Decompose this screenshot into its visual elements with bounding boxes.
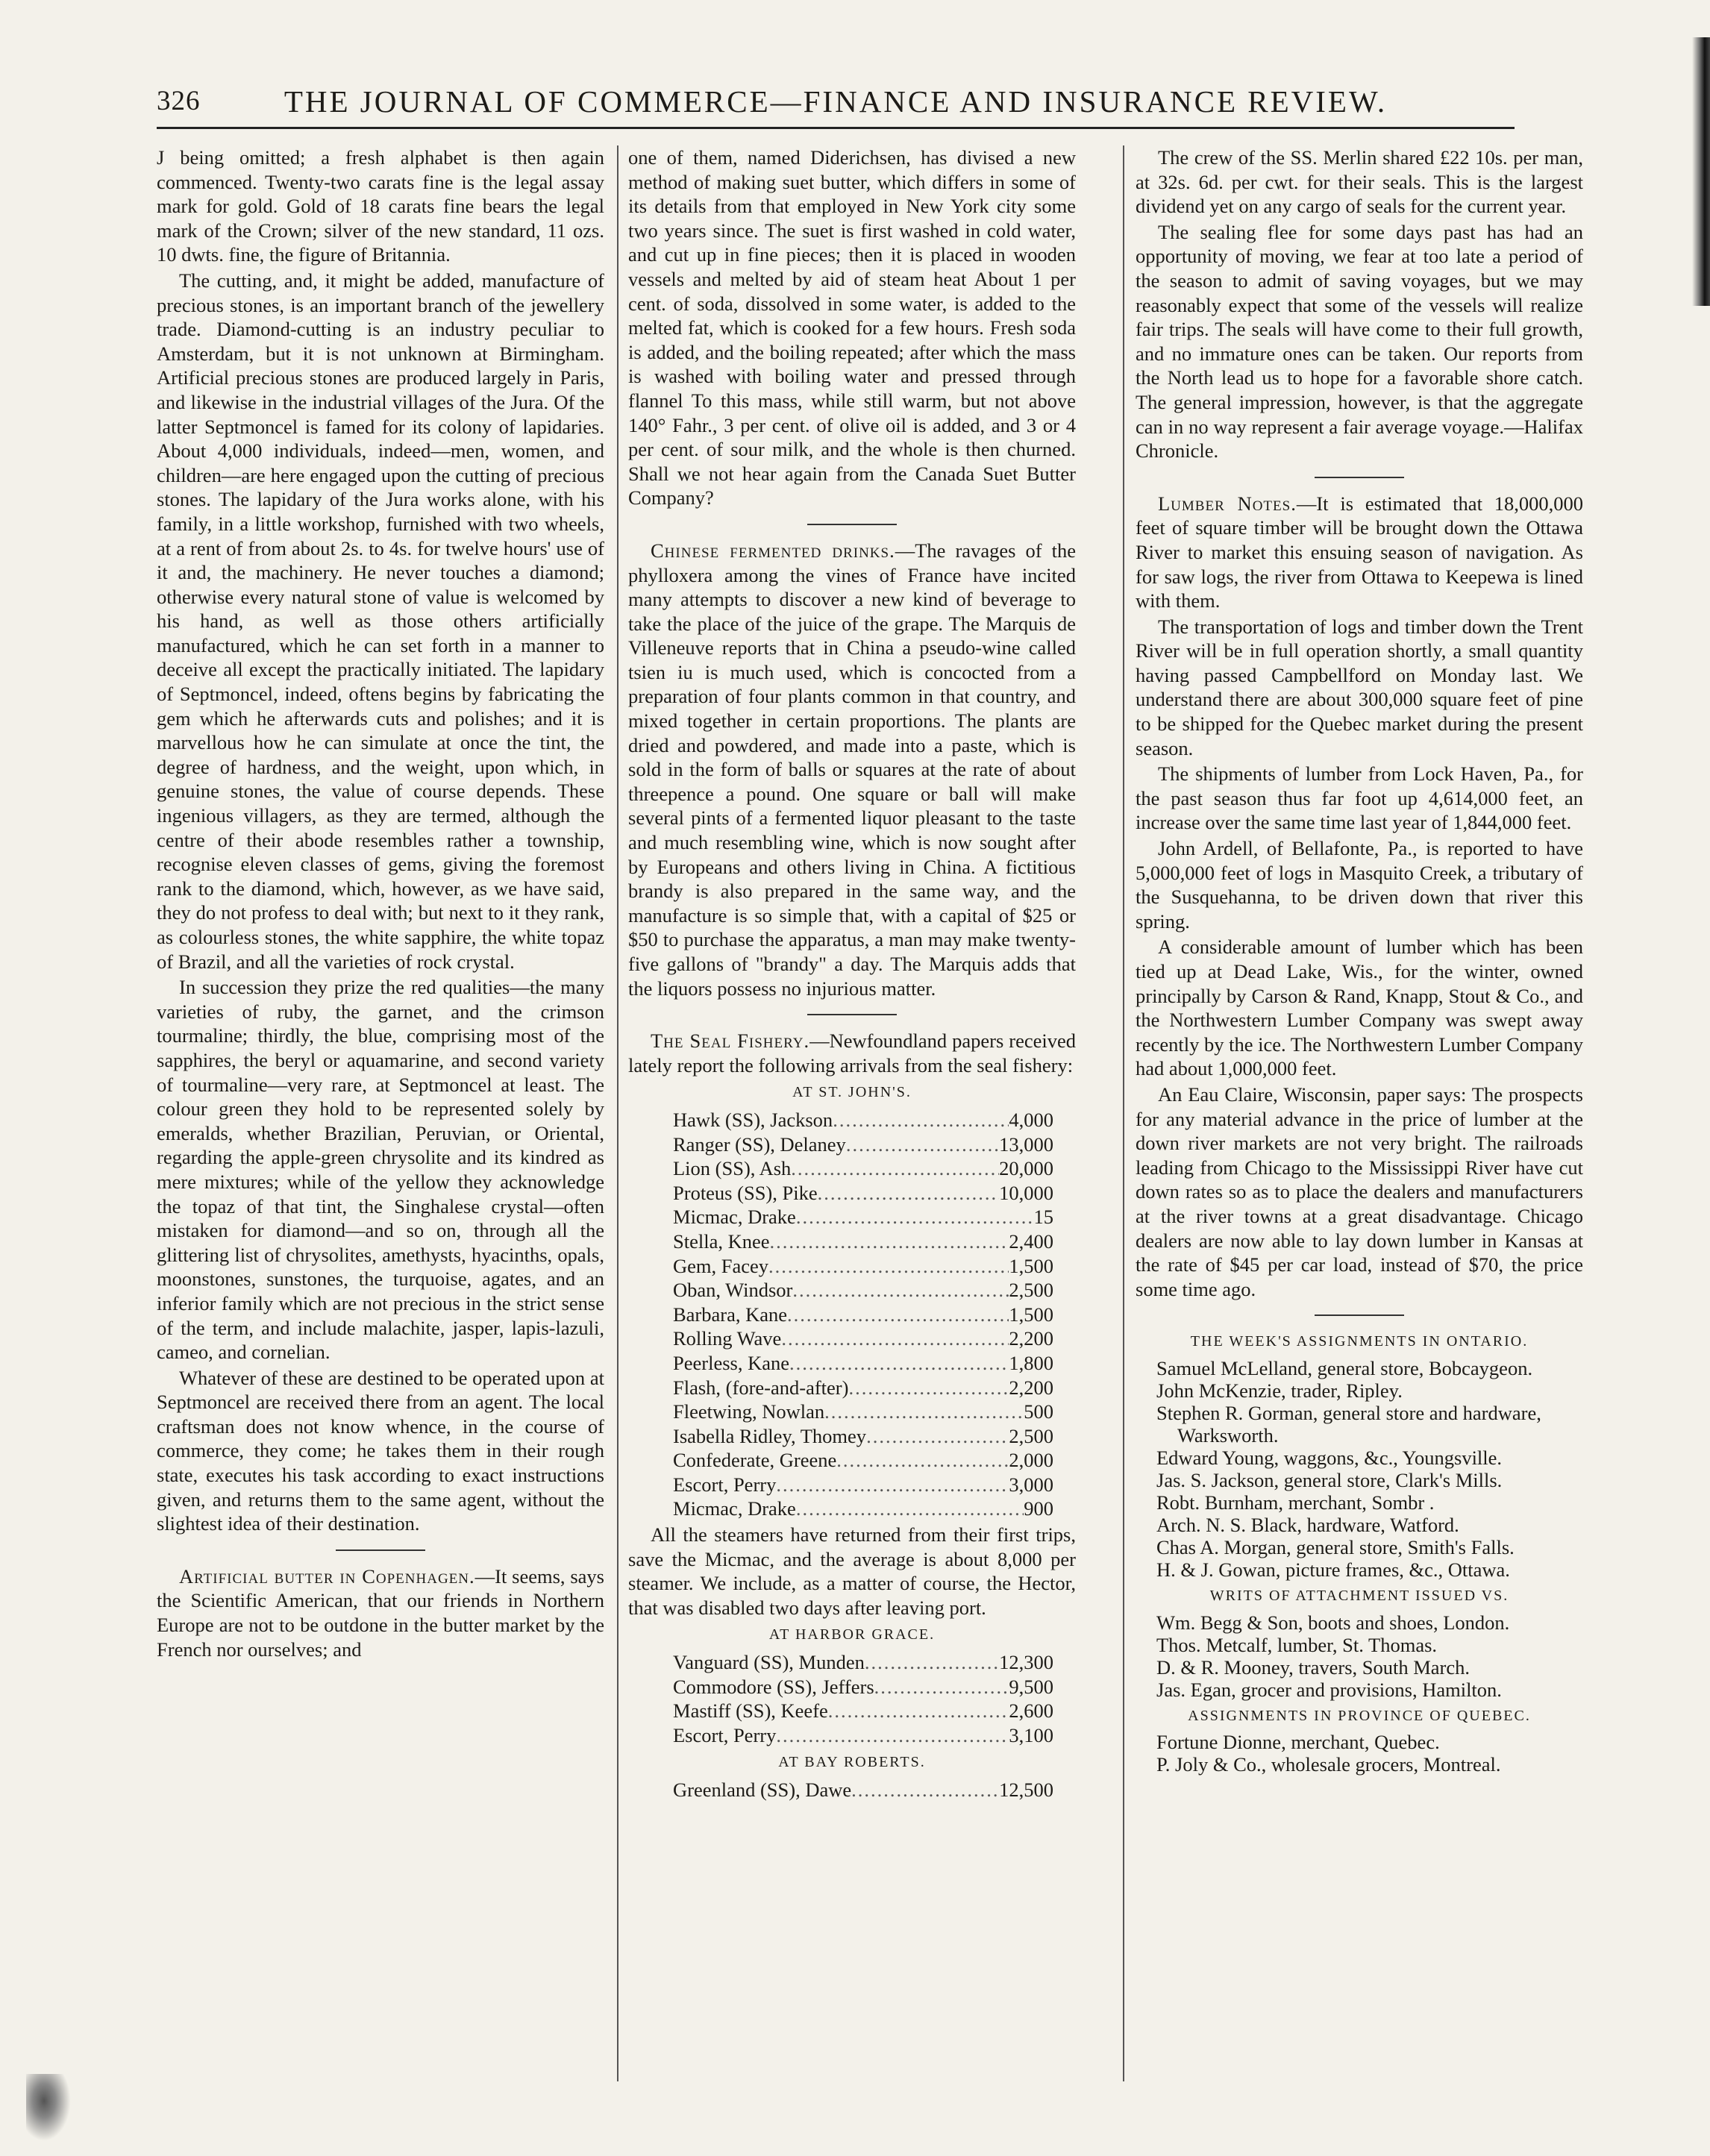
leader-dots	[824, 1400, 1024, 1424]
quebec-heading: ASSIGNMENTS IN PROVINCE OF QUEBEC.	[1188, 1707, 1531, 1724]
vessel-name: Confederate, Greene	[673, 1449, 837, 1472]
vessel-name: Greenland (SS), Dawe	[673, 1779, 852, 1801]
vessel-name: Stella, Knee	[673, 1229, 770, 1253]
vessel-name: Isabella Ridley, Thomey	[673, 1424, 867, 1447]
leader-dots	[865, 1650, 999, 1675]
leader-dots	[787, 1303, 1009, 1327]
agent-paragraph: Whatever of these are destined to be operated upon at Septmoncel are received there from an agent. The local craftsman does not know whence, in the course of commerce, they come; he takes them in their rough state, executes his task according to exact instructions given, and returns them to the same agent, without the slightest idea of their destination.	[157, 1366, 604, 1535]
leader-dots	[796, 1205, 1034, 1229]
gem-qualities-paragraph: In succession they prize the red qualities—the many varieties of ruby, the garnet, and the crimson tourmaline; thirdly, the blue, comprising most of the sapphires, the beryl or aquamarine, and second variety of tourmaline—very rare, at Septmoncel at least. The colour green they hold to be represented solely by emeralds, whether Brazilian, Peruvian, or Oriental, regarding the apple-green chrysolite and its kindred as mere mixtures; while of the yellow they acknowledge the topaz of that tint, the Singhalese crystal—often mistaken for diamond—and so on, through all the glittering list of chrysolites, amethysts, hyacinths, opals, moonstones, sunstones, the turquoise, agates, and an inferior family which are not precious in the strict sense of the term, and include malachite, jasper, lapis-lazuli, cameo, and cornelian.	[157, 976, 604, 1364]
vessel-name: Vanguard (SS), Munden	[673, 1651, 865, 1674]
arrival-row	[673, 1156, 1053, 1181]
leader-dots	[833, 1108, 1009, 1132]
writ-entry: Wm. Begg & Son, boots and shoes, London.	[1156, 1611, 1510, 1634]
quebec-assignment-entry: Fortune Dionne, merchant, Quebec.	[1156, 1731, 1440, 1754]
arrival-row	[673, 1351, 1053, 1376]
vessel-name: Gem, Facey	[673, 1254, 769, 1277]
leader-dots	[846, 1132, 999, 1157]
lumber-paragraph: The shipments of lumber from Lock Haven, Pa., for the past season thus far foot up 4,614,000 feet, an increase over the same time last year of 1,844,000 feet.	[1136, 762, 1583, 834]
assay-paragraph: J being omitted; a fresh alphabet is then again commenced. Twenty-two carats fine is the legal assay mark for gold. Gold of 18 carats fine bears the legal mark of the Crown; silver of the new standard, 11 ozs. 10 dwts. fine, the figure of Britannia.	[157, 146, 604, 266]
vessel-name: Rolling Wave	[673, 1327, 782, 1350]
chinese-heading: Chinese fermented drinks.	[651, 539, 895, 562]
assignment-entry: Stephen R. Gorman, general store and hardware, Warksworth.	[1156, 1401, 1541, 1447]
st-johns-arrivals	[628, 1108, 1076, 1521]
quebec-assignment-entry: P. Joly & Co., wholesale grocers, Montreal.	[1156, 1753, 1501, 1776]
seal-count: 1,500	[1009, 1303, 1053, 1326]
arrival-row	[673, 1254, 1053, 1279]
seal-heading: The Seal Fishery.	[651, 1030, 810, 1053]
st-johns-label: AT ST. JOHN'S.	[792, 1084, 912, 1101]
writs-list	[1136, 1611, 1583, 1701]
seal-count: 1,800	[1009, 1351, 1053, 1374]
leader-dots	[866, 1424, 1009, 1449]
vessel-name: Ranger (SS), Delaney	[673, 1132, 846, 1156]
butter-continued: one of them, named Diderichsen, has divised a new method of making suet butter, which differs in some of its details from that employed in New York city some two years since. The suet is first washed in cold water, and cut up in fine pieces; then it is placed in wooden vessels and melted by aid of steam heat About 1 per cent. of soda, dissolved in some water, is added to the melted fat, which is cooked for a few hours. Fresh soda is added, and the boiling repeated; after which the mass is washed with boiling water and pressed through flannel To this mass, while still warm, but not above 140° Fahr., 3 per cent. of olive oil is added, and 3 or 4 per cent. of sour milk, and the whole is then churned. Shall we not hear again from the Canada Suet Butter Company?	[628, 146, 1076, 510]
writ-entry: Jas. Egan, grocer and provisions, Hamilton.	[1156, 1678, 1502, 1701]
writ-entry: D. & R. Mooney, travers, South March.	[1156, 1655, 1471, 1679]
arrival-row	[673, 1376, 1053, 1400]
lumber-paragraph: John Ardell, of Bellafonte, Pa., is reported to have 5,000,000 feet of logs in Masquito Creek, a tributary of the Susquehanna, to be driven down that river this spring.	[1136, 837, 1583, 933]
writs-heading: WRITS OF ATTACHMENT ISSUED VS.	[1209, 1587, 1509, 1604]
arrival-row	[673, 1205, 1053, 1229]
arrival-row	[673, 1108, 1053, 1132]
leader-dots	[836, 1448, 1009, 1473]
seal-count: 2,200	[1009, 1327, 1053, 1350]
page-header	[157, 84, 1515, 129]
arrival-row	[673, 1723, 1053, 1748]
arrival-row	[673, 1400, 1053, 1424]
harbor-grace-arrivals	[628, 1650, 1076, 1747]
seal-count: 2,400	[1009, 1229, 1053, 1253]
seal-count: 3,100	[1009, 1723, 1053, 1746]
assignments-heading: THE WEEK'S ASSIGNMENTS IN ONTARIO.	[1190, 1333, 1529, 1350]
seal-count: 500	[1024, 1400, 1053, 1423]
leader-dots	[851, 1778, 999, 1802]
arrival-row	[673, 1326, 1053, 1351]
vessel-name: Proteus (SS), Pike	[673, 1181, 818, 1204]
vessel-name: Hawk (SS), Jackson	[673, 1108, 833, 1131]
leader-dots	[789, 1351, 1009, 1376]
leader-dots	[828, 1699, 1009, 1723]
seal-count: 3,000	[1009, 1473, 1053, 1496]
leader-dots	[768, 1254, 1009, 1279]
column-rule-2	[1123, 145, 1124, 2081]
assignment-entry: Edward Young, waggons, &c., Youngsville.	[1156, 1446, 1503, 1469]
arrival-row	[673, 1424, 1053, 1449]
seal-count: 12,500	[999, 1779, 1053, 1801]
lumber-heading: Lumber Notes.	[1158, 492, 1297, 515]
seal-article	[628, 1029, 1076, 1077]
section-divider	[336, 1549, 425, 1551]
vessel-name: Micmac, Drake	[673, 1497, 796, 1520]
seal-count: 2,200	[1009, 1376, 1053, 1399]
vessel-name: Lion (SS), Ash	[673, 1157, 792, 1180]
assignment-entry: Robt. Burnham, merchant, Sombr .	[1156, 1491, 1435, 1514]
column-2	[628, 145, 1076, 1804]
journal-title: THE JOURNAL OF COMMERCE—FINANCE AND INSURANCE REVIEW.	[284, 84, 1388, 119]
scan-smudge	[26, 2074, 71, 2141]
vessel-name: Peerless, Kane	[673, 1351, 789, 1374]
arrival-row	[673, 1448, 1053, 1473]
column-rule-1	[617, 145, 618, 2081]
assignment-entry: Arch. N. S. Black, hardware, Watford.	[1156, 1513, 1459, 1536]
vessel-name: Flash, (fore-and-after)	[673, 1376, 849, 1399]
arrival-row	[673, 1303, 1053, 1327]
leader-dots	[796, 1497, 1024, 1521]
vessel-name: Barbara, Kane	[673, 1303, 788, 1326]
leader-dots	[791, 1156, 999, 1181]
seal-count: 2,500	[1009, 1424, 1053, 1447]
seal-count: 9,500	[1009, 1675, 1053, 1698]
writ-entry: Thos. Metcalf, lumber, St. Thomas.	[1156, 1633, 1438, 1656]
seal-count: 4,000	[1009, 1108, 1053, 1131]
assignment-entry: Samuel McLelland, general store, Bobcaygeon.	[1156, 1356, 1533, 1379]
arrival-row	[673, 1650, 1053, 1675]
leader-dots	[792, 1278, 1009, 1303]
arrival-row	[673, 1278, 1053, 1303]
lumber-paragraph: An Eau Claire, Wisconsin, paper says: The prospects for any material advance in the price of lumber at the down river markets are not very bright. The railroads leading from Chicago to the Mississippi River have cut down rates so as to place the dealers and manufacturers at the river towns at a great disadvantage. Chicago dealers are now able to lay down lumber in Kansas at the rate of $45 per car load, instead of $70, the price some time ago.	[1136, 1082, 1583, 1300]
arrival-row	[673, 1473, 1053, 1497]
chinese-body: —The ravages of the phylloxera among the vines of France have incited many attempts to discover a new kind of beverage to take the place of the juice of the grape. The Marquis de Villeneuve reports that in China a pseudo-wine called tsien iu is much used, which is concocted from a preparation of four plants common in that country, and mixed together in certain proportions. The plants are dried and powdered, and made into a paste, which is sold in the form of balls or squares at the rate of about threepence a pound. One square or ball will make several pints of a fermented liquor pleasant to the taste and much resembling wine, which is now sought after by Europeans and others living in China. A fictitious brandy is also prepared in the same way, and the manufacture is so simple that, with a capital of $25 or $50 to purchase the apparatus, a man may make twenty-five gallons of "brandy" a day. The Marquis adds that the liquors possess no injurious matter.	[628, 539, 1076, 1000]
column-3	[1136, 145, 1583, 1779]
seal-count: 12,300	[999, 1651, 1053, 1674]
column-1	[157, 145, 604, 1663]
vessel-name: Fleetwing, Nowlan	[673, 1400, 825, 1423]
seal-count: 900	[1024, 1497, 1053, 1520]
lumber-paragraph: The transportation of logs and timber down the Trent River will be in full operation shortly, a small quantity having passed Campbellford on Monday last. We understand there are about 300,000 square feet of pine to be shipped for the Quebec market during the present season.	[1136, 615, 1583, 759]
lumber-intro: —It is estimated that 18,000,000 feet of square timber will be brought down the Ottawa River to market this ensuing season of navigation. As for saw logs, the river from Ottawa to Keepewa is lined with them.	[1136, 492, 1583, 612]
butter-intro: —It seems, says the Scientific American, that our friends in Northern Europe are not to be outdone in the butter market by the French nor ourselves; and	[157, 1564, 604, 1661]
leader-dots	[770, 1229, 1009, 1254]
seal-count: 2,000	[1009, 1449, 1053, 1472]
seal-count: 10,000	[999, 1181, 1053, 1204]
assignment-entry: Jas. S. Jackson, general store, Clark's Mills.	[1156, 1468, 1503, 1491]
scan-edge-mark	[1692, 37, 1710, 306]
stone-cutting-paragraph: The cutting, and, it might be added, manufacture of precious stones, is an important branch of the jewellery trade. Diamond-cutting is an industry peculiar to Amsterdam, but it is not unknown at Birmingham. Artificial precious stones are produced largely in Paris, and likewise in the industrial villages of the Jura. Of the latter Septmoncel is famed for its colony of lapidaries. About 4,000 individuals, indeed—men, women, and children—are here engaged upon the cutting of precious stones. The lapidary of the Jura works alone, with his family, in a little workshop, furnished with two wheels, at a rent of from about 2s. to 4s. for twelve hours' use of it and, the machinery. He never touches a diamond; otherwise every natural stone of value is welcomed by his hand, as well as those others artificially manufactured, which he can set forth in a manner to deceive all except the practically initiated. The lapidary of Septmoncel, indeed, oftens begins by fabricating the gem which he afterwards cuts and polishes; and it is marvellous how he can simulate at once the tint, the degree of hardness, and the weight, upon which, in genuine stones, the value of course depends. These ingenious villagers, as they are termed, although the centre of their abode resembles rather a township, recognise eleven classes of gems, giving the foremost rank to the diamond, which, however, as we have said, they do not profess to deal with; but next to it they rank, as colourless stones, the white sapphire, the white topaz of Brazil, and all the varieties of rock crystal.	[157, 269, 604, 973]
vessel-name: Escort, Perry	[673, 1723, 777, 1746]
arrival-row	[673, 1132, 1053, 1157]
seal-count: 2,600	[1009, 1699, 1053, 1723]
arrival-row	[673, 1229, 1053, 1254]
arrival-row	[673, 1778, 1053, 1802]
assignment-entry: Chas A. Morgan, general store, Smith's Falls.	[1156, 1535, 1515, 1558]
leader-dots	[874, 1675, 1009, 1699]
assignment-entry: John McKenzie, trader, Ripley.	[1156, 1379, 1403, 1402]
vessel-name: Mastiff (SS), Keefe	[673, 1699, 828, 1723]
lumber-article	[1136, 492, 1583, 613]
harbor-grace-label: AT HARBOR GRACE.	[768, 1626, 936, 1643]
seal-count: 1,500	[1009, 1254, 1053, 1277]
assignment-entry: H. & J. Gowan, picture frames, &c., Ottawa.	[1156, 1558, 1510, 1581]
section-divider	[807, 524, 897, 525]
seal-count: 20,000	[999, 1157, 1053, 1180]
leader-dots	[776, 1473, 1009, 1497]
seal-count: 2,500	[1009, 1279, 1053, 1302]
section-divider	[1315, 1314, 1404, 1316]
leader-dots	[818, 1181, 1000, 1206]
butter-heading: Artificial butter in Copenhagen.	[179, 1564, 475, 1588]
vessel-name: Oban, Windsor	[673, 1279, 793, 1302]
section-divider	[807, 1014, 897, 1015]
lumber-paragraph: A considerable amount of lumber which has been tied up at Dead Lake, Wis., for the winter, owned principally by Carson & Rand, Knapp, Stout & Co., and the Northwestern Lumber Company was swept away recently by the ice. The Northwestern Lumber Company had about 1,000,000 feet.	[1136, 936, 1583, 1080]
chinese-article	[628, 539, 1076, 1000]
sealing-fleet-paragraph: The sealing flee for some days past has had an opportunity of moving, we fear at too late a period of the season to admit of saving voyages, but we may reasonably expect that some of the vessels will realize fair trips. The seals will have come to their full growth, and no immature ones can be taken. Our reports from the North lead us to hope for a favorable shore catch. The general impression, however, is that the aggregate can in no way represent a fair average voyage.—Halifax Chronicle.	[1136, 220, 1583, 463]
section-divider	[1315, 477, 1404, 478]
merlin-paragraph: The crew of the SS. Merlin shared £22 10s. per man, at 32s. 6d. per cwt. for their seals. This is the largest dividend yet on any cargo of seals for the current year.	[1136, 146, 1583, 218]
leader-dots	[848, 1376, 1009, 1400]
bay-roberts-arrivals	[628, 1778, 1076, 1802]
seal-count: 15	[1033, 1206, 1053, 1229]
seal-intro: —Newfoundland papers received lately report the following arrivals from the seal fishery:	[628, 1030, 1076, 1077]
arrival-row	[673, 1675, 1053, 1699]
page-number: 326	[157, 86, 201, 116]
vessel-name: Commodore (SS), Jeffers	[673, 1675, 874, 1698]
seal-count: 13,000	[999, 1132, 1053, 1156]
arrival-row	[673, 1497, 1053, 1521]
butter-article	[157, 1564, 604, 1661]
vessel-name: Escort, Perry	[673, 1473, 777, 1496]
seal-mid-paragraph: All the steamers have returned from their first trips, save the Micmac, and the average is about 8,000 per steamer. We include, as a matter of course, the Hector, that was disabled two days after leaving port.	[628, 1523, 1076, 1619]
assignments-list	[1136, 1357, 1583, 1581]
arrival-row	[673, 1181, 1053, 1206]
bay-roberts-label: AT BAY ROBERTS.	[778, 1754, 926, 1771]
leader-dots	[781, 1326, 1009, 1351]
vessel-name: Micmac, Drake	[673, 1206, 796, 1229]
arrival-row	[673, 1699, 1053, 1723]
quebec-list	[1136, 1731, 1583, 1776]
leader-dots	[776, 1723, 1009, 1748]
